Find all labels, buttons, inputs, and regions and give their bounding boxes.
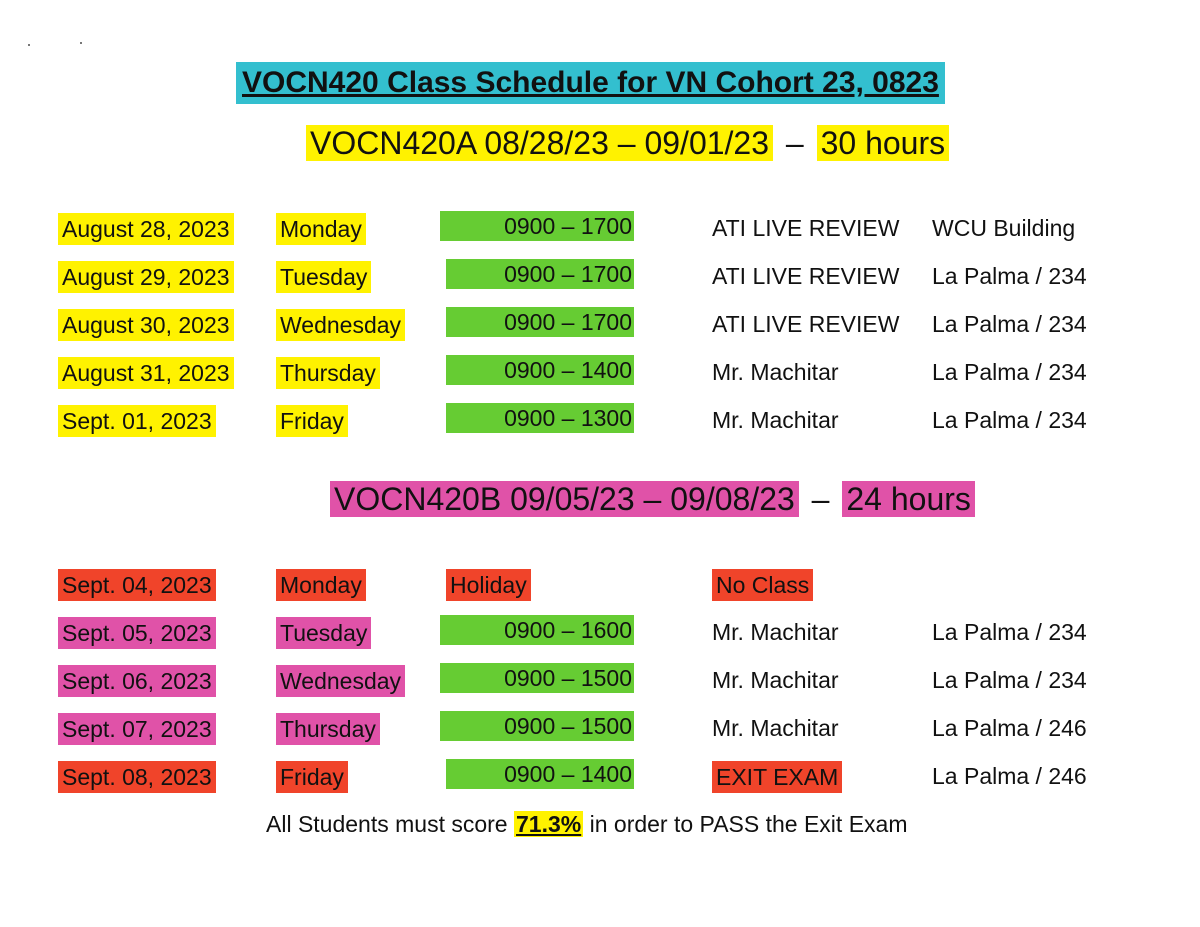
row-date: August 28, 2023 — [58, 213, 234, 245]
row-location: La Palma / 234 — [932, 407, 1087, 433]
row-date: August 31, 2023 — [58, 357, 234, 389]
row-day: Friday — [276, 405, 348, 437]
row-time: 0900 – 1500 — [440, 663, 634, 693]
scan-speck — [28, 44, 30, 46]
row-day: Tuesday — [276, 617, 371, 649]
row-location: La Palma / 234 — [932, 667, 1087, 693]
row-time: 0900 – 1400 — [446, 759, 634, 789]
schedule-row — [0, 211, 1200, 245]
holiday-row — [0, 567, 1200, 601]
row-time: 0900 – 1400 — [446, 355, 634, 385]
schedule-row — [0, 663, 1200, 697]
page-title: VOCN420 Class Schedule for VN Cohort 23, 0823 — [236, 62, 945, 104]
row-day: Tuesday — [276, 261, 371, 293]
row-location: La Palma / 246 — [932, 763, 1087, 789]
row-date: Sept. 05, 2023 — [58, 617, 216, 649]
row-time: 0900 – 1600 — [440, 615, 634, 645]
row-exit-exam: EXIT EXAM — [712, 761, 842, 793]
row-location: La Palma / 234 — [932, 311, 1087, 337]
row-instructor: Mr. Machitar — [712, 359, 839, 385]
schedule-row — [0, 615, 1200, 649]
row-location: WCU Building — [932, 215, 1076, 241]
row-no-class: No Class — [712, 569, 813, 601]
row-date: August 29, 2023 — [58, 261, 234, 293]
passing-score: 71.3% — [516, 811, 582, 837]
schedule-row — [0, 307, 1200, 341]
row-date: Sept. 07, 2023 — [58, 713, 216, 745]
scan-speck — [80, 42, 82, 44]
row-day: Thursday — [276, 357, 380, 389]
section-b-hours: 24 hours — [842, 481, 975, 517]
row-day: Monday — [276, 569, 366, 601]
footer-text-before: All Students must score — [266, 811, 514, 837]
row-time: 0900 – 1300 — [446, 403, 634, 433]
section-a-hours: 30 hours — [817, 125, 950, 161]
row-date: Sept. 04, 2023 — [58, 569, 216, 601]
row-instructor: Mr. Machitar — [712, 667, 839, 693]
row-location: La Palma / 234 — [932, 359, 1087, 385]
schedule-row — [0, 403, 1200, 437]
row-location: La Palma / 246 — [932, 715, 1087, 741]
row-date: Sept. 06, 2023 — [58, 665, 216, 697]
section-b-range: VOCN420B 09/05/23 – 09/08/23 — [330, 481, 799, 517]
section-a-dash: – — [785, 125, 804, 161]
row-time: 0900 – 1700 — [446, 307, 634, 337]
row-time: 0900 – 1500 — [440, 711, 634, 741]
footer-text-after: in order to PASS the Exit Exam — [583, 811, 908, 837]
row-location: La Palma / 234 — [932, 263, 1087, 289]
row-day: Friday — [276, 761, 348, 793]
row-date: Sept. 01, 2023 — [58, 405, 216, 437]
row-day: Monday — [276, 213, 366, 245]
row-holiday: Holiday — [446, 569, 531, 601]
row-instructor: Mr. Machitar — [712, 407, 839, 433]
row-date: August 30, 2023 — [58, 309, 234, 341]
exam-row — [0, 759, 1200, 793]
section-a-range: VOCN420A 08/28/23 – 09/01/23 — [306, 125, 773, 161]
row-location: La Palma / 234 — [932, 619, 1087, 645]
schedule-row — [0, 711, 1200, 745]
section-b-dash: – — [811, 481, 830, 517]
row-instructor: ATI LIVE REVIEW — [712, 263, 900, 289]
row-instructor: ATI LIVE REVIEW — [712, 215, 900, 241]
row-time: 0900 – 1700 — [446, 259, 634, 289]
schedule-row — [0, 259, 1200, 293]
row-instructor: Mr. Machitar — [712, 715, 839, 741]
row-day: Thursday — [276, 713, 380, 745]
section-b-heading — [330, 478, 975, 520]
row-day: Wednesday — [276, 665, 405, 697]
section-a-heading — [306, 122, 949, 164]
row-day: Wednesday — [276, 309, 405, 341]
footer-note — [266, 808, 908, 840]
row-date: Sept. 08, 2023 — [58, 761, 216, 793]
row-instructor: Mr. Machitar — [712, 619, 839, 645]
row-time: 0900 – 1700 — [440, 211, 634, 241]
schedule-row — [0, 355, 1200, 389]
row-instructor: ATI LIVE REVIEW — [712, 311, 900, 337]
